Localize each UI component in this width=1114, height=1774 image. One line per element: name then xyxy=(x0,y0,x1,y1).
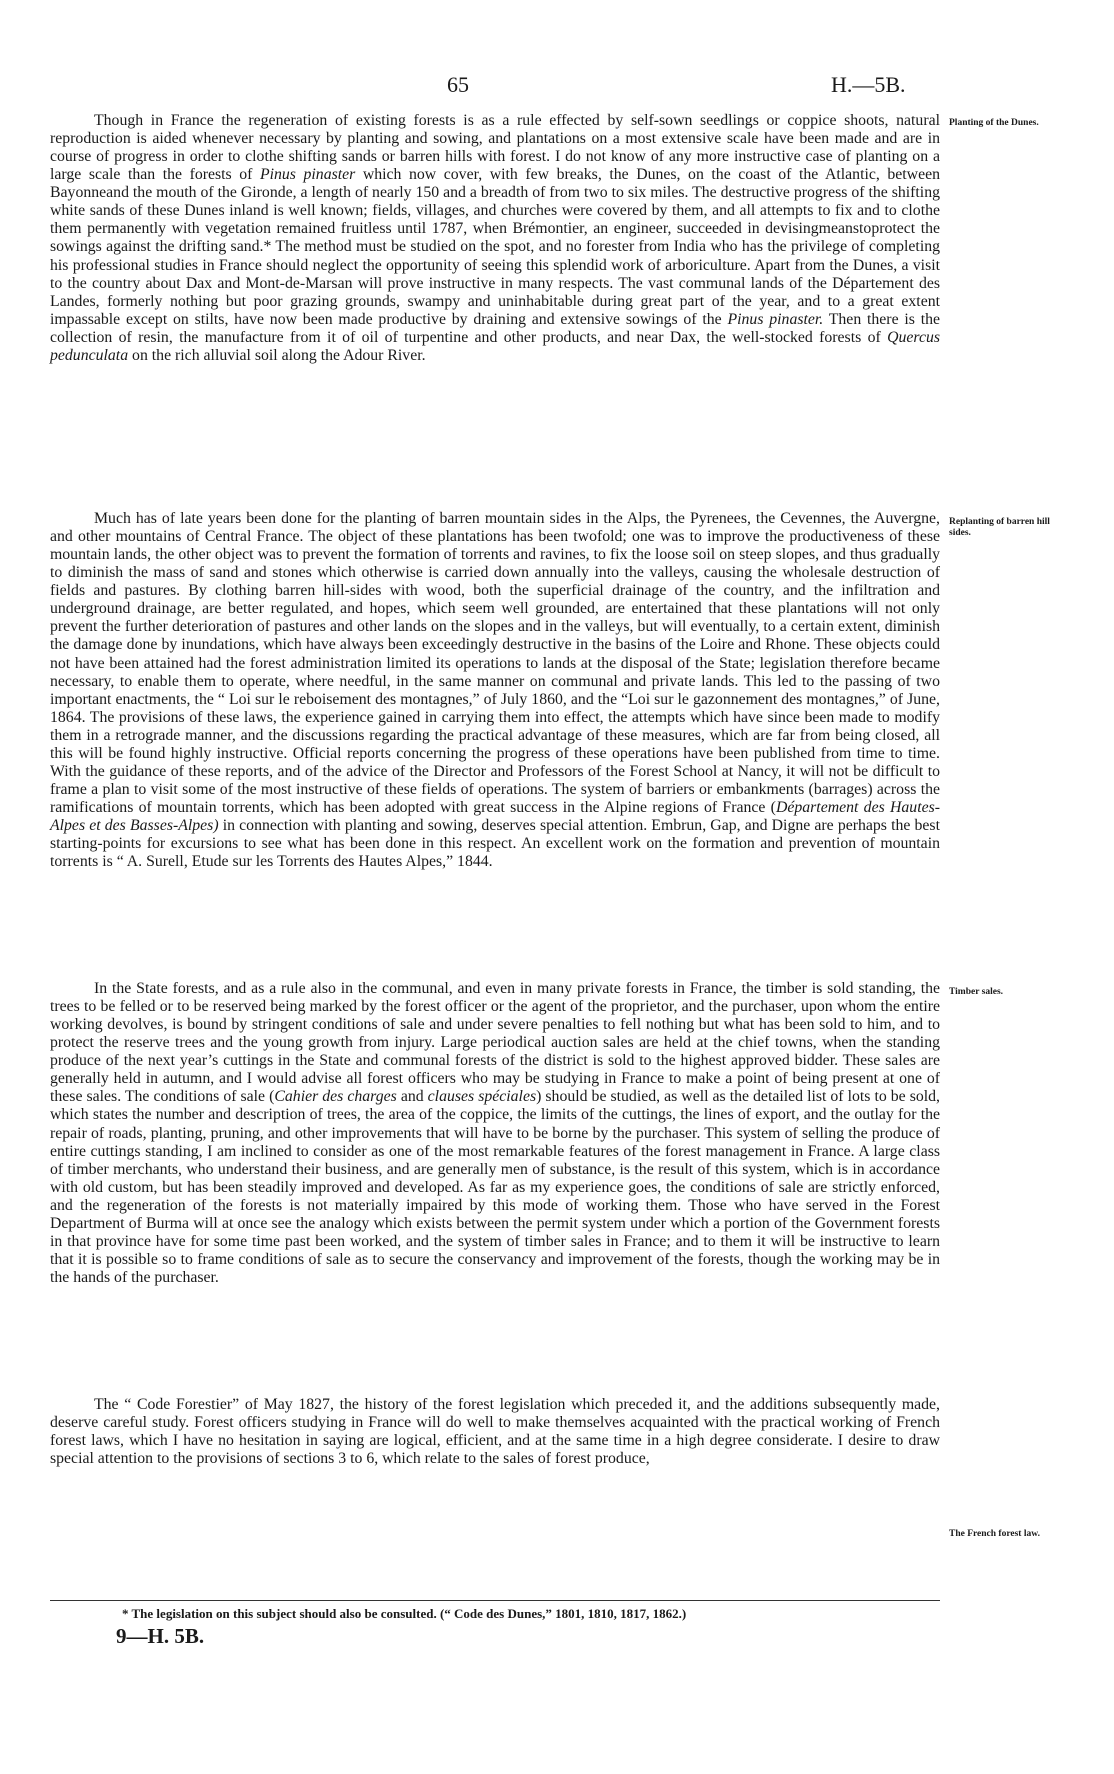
sidenote-french-forest-law: The French forest law. xyxy=(949,1529,1040,1539)
signature-mark: 9—H. 5B. xyxy=(116,1624,205,1648)
paragraph-timber-sales: In the State forests, and as a rule also in the communal, and even in many private forests in France, the timber is sold standing, the trees to be felled or to be reserved being marked by the forest officer or the agent of the proprietor, and the purchaser, upon whom the entire working devolves, is bound by stringent conditions of sale and under severe penalties to fell nothing but what has been sold to him, and to protect the reserve trees and the young growth from injury. Large periodical auction sales are held at the chief towns, when the standing produce of the next year’s cuttings in the State and communal forests of the district is sold to the highest approved bidder. These sales are generally held in autumn, and I would advise all forest officers who may be studying in France to make a point of being present at one of these sales. The conditions of sale (Cahier des charges and clauses spéciales) should be studied, as well as the detailed list of lots to be sold, which states the number and description of trees, the area of the coppice, the limits of the cuttings, the lines of export, and the outlay for the repair of roads, planting, pruning, and other improvements that will have to be borne by the purchaser. This system of selling the produce of entire cuttings standing, I am inclined to consider as one of the most remarkable features of the forest management in France. A large class of timber merchants, who understand their business, and are generally men of substance, is the result of this system, which is in accordance with old custom, but has been steadily improved and developed. As far as my experience goes, the conditions of sale are strictly enforced, and the regeneration of the forests is not materially impaired by this mode of working them. Those who have served in the Forest Department of Burma will at once see the analogy which exists between the permit system under which a portion of the Government forests in that province have for some time past been worked, and the system of timber sales in France; and to them it will be instructive to learn that it is possible so to frame conditions of sale as to secure the conservancy and improvement of the forests, though the working may be in the hands of the purchaser. xyxy=(50,980,940,1286)
page-number: 65 xyxy=(447,72,469,97)
paragraph-mountain-planting: Much has of late years been done for the planting of barren mountain sides in the Alps, the Pyrenees, the Cevennes, the Auvergne, and other mountains of Central France. The object of these plantations has been twofold; one was to improve the productiveness of these mountain lands, the other object was to prevent the formation of torrents and ravines, to fix the loose soil on steep slopes, and thus gradually to diminish the mass of sand and stones which otherwise is carried down annually into the valleys, causing the wholesale destruction of fields and pastures. By clothing barren hill-sides with wood, both the superficial drainage of the country, and the infiltration and underground drainage, are better regulated, and hopes, which seem well grounded, are entertained that these plantations will not only prevent the further deterioration of pastures and other lands on the slopes and in the valleys, but will eventually, to a certain extent, diminish the damage done by inundations, which have always been exceedingly destructive in the basins of the Loire and Rhone. These objects could not have been attained had the forest administration limited its operations to lands at the disposal of the State; legislation therefore became necessary, to enable them to operate, where needful, in the same manner on communal and private lands. This led to the passing of two important enactments, the “ Loi sur le reboisement des montagnes,” of July 1860, and the “Loi sur le gazonnement des montagnes,” of June, 1864. The provisions of these laws, the experience gained in carrying them into effect, the attempts which have since been made to modify them in a retrograde manner, and the discussions regarding the practical advantage of these measures, which are far from being closed, all this will be found highly instructive. Official reports concerning the progress of these operations have been published from time to time. With the guidance of these reports, and of the advice of the Director and Professors of the Forest School at Nancy, it will not be difficult to frame a plan to visit some of the most instructive of these fields of operations. The system of barriers or embankments (barrages) across the ramifications of mountain torrents, which has been adopted with great success in the Alpine regions of France (Département des Hautes-Alpes et des Basses-Alpes) in connection with planting and sowing, deserves special attention. Embrun, Gap, and Digne are perhaps the best starting-points for excursions to see what has been done in this respect. An excellent work on the formation and prevention of mountain torrents is “ A. Surell, Etude sur les Torrents des Hautes Alpes,” 1844. xyxy=(50,510,940,871)
sidenote-planting-dunes: Planting of the Dunes. xyxy=(949,118,1039,128)
document-reference: H.—5B. xyxy=(831,72,906,97)
sidenote-replanting: Replanting of barren hill sides. xyxy=(949,517,1050,538)
sidenote-timber-sales: Timber sales. xyxy=(949,987,1004,997)
body-text xyxy=(50,112,940,1486)
footnote-divider xyxy=(50,1600,940,1601)
paragraph-dunes: Though in France the regeneration of existing forests is as a rule effected by self-sown seedlings or coppice shoots, natural reproduction is aided whenever necessary by planting and sowing, and plantations on a most extensive scale have been made and are in course of progress in order to clothe shifting sands or barren hills with forest. I do not know of any more instructive case of planting on a large scale than the forests of Pinus pinaster which now cover, with few breaks, the Dunes, on the coast of the Atlantic, between Bayonneand the mouth of the Gironde, a length of nearly 150 and a breadth of from two to six miles. The destructive progress of the shifting white sands of these Dunes inland is well known; fields, villages, and churches were covered by them, and all attempts to fix and to clothe them permanently with vegetation remained fruitless until 1787, when Brémontier, an engineer, succeeded in devisingmeanstoprotect the sowings against the drifting sand.* The method must be studied on the spot, and no forester from India who has the privilege of completing his professional studies in France should neglect the opportunity of seeing this splendid work of arboriculture. Apart from the Dunes, a visit to the country about Dax and Mont-de-Marsan will prove instructive in many respects. The vast communal lands of the Département des Landes, formerly nothing but poor grazing grounds, swampy and uninhabitable during great part of the year, and to a great extent impassable except on stilts, have now been made productive by draining and extensive sowings of the Pinus pinaster. Then there is the collection of resin, the manufacture from it of oil of turpentine and other products, and near Dax, the well-stocked forests of Quercus pedunculata on the rich alluvial soil along the Adour River. xyxy=(50,112,941,364)
paragraph-code-forestier: The “ Code Forestier” of May 1827, the history of the forest legislation which preceded it, and the additions subsequently made, deserve careful study. Forest officers studying in France will do well to make themselves acquainted with the practical working of French forest laws, which I have no hesitation in saying are logical, efficient, and at the same time in a high degree considerate. I desire to draw special attention to the provisions of sections 3 to 6, which relate to the sales of forest produce, xyxy=(50,1396,940,1468)
footnote: * The legislation on this subject should also be consulted. (“ Code des Dunes,” 1801, 1810, 1817, 1862.) xyxy=(122,1606,687,1621)
page-header xyxy=(0,72,1114,102)
